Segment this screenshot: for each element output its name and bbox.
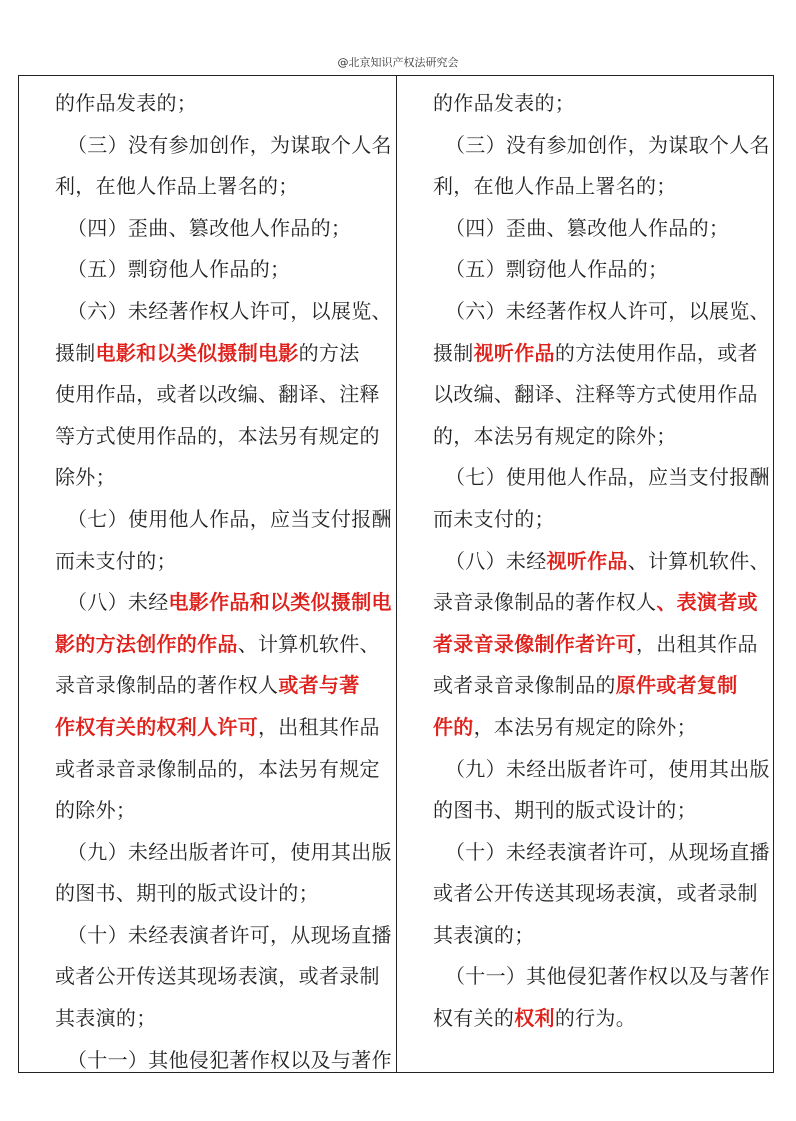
text-line bbox=[55, 998, 386, 1040]
text-segment: 录音录像制品的著作权人 bbox=[55, 673, 279, 698]
text-line bbox=[433, 83, 765, 125]
text-line bbox=[55, 832, 392, 874]
text-segment: 利，在他人作品上署名的； bbox=[55, 174, 299, 199]
comparison-table bbox=[18, 75, 774, 1073]
text-line bbox=[433, 707, 765, 749]
watermark-text: @北京知识产权法研究会 bbox=[337, 56, 459, 69]
highlighted-text: 作权有关的权利人许可 bbox=[55, 714, 258, 739]
highlighted-text: 权利 bbox=[514, 1006, 555, 1031]
text-line bbox=[433, 915, 765, 957]
highlighted-text: 视听作品 bbox=[473, 340, 555, 365]
text-line bbox=[55, 208, 386, 250]
text-segment: （七）使用他人作品，应当支付报酬 bbox=[67, 506, 392, 531]
text-segment: 的，本法另有规定的除外； bbox=[433, 423, 677, 448]
text-segment: 而未支付的； bbox=[433, 506, 555, 531]
text-line bbox=[433, 333, 765, 375]
text-segment: 或者公开传送其现场表演，或者录制 bbox=[433, 881, 758, 906]
text-segment: 或者公开传送其现场表演，或者录制 bbox=[55, 964, 380, 989]
text-segment: 的图书、期刊的版式设计的； bbox=[55, 881, 319, 906]
text-segment: 的图书、期刊的版式设计的； bbox=[433, 798, 697, 823]
text-segment: 或者录音录像制品的，本法另有规定 bbox=[55, 756, 380, 781]
text-line bbox=[433, 249, 765, 291]
text-line bbox=[55, 707, 386, 749]
text-segment: 其表演的； bbox=[55, 1006, 157, 1031]
text-line bbox=[433, 499, 765, 541]
highlighted-text: 影的方法创作的作品 bbox=[55, 631, 238, 656]
text-line bbox=[55, 665, 386, 707]
text-segment: 除外； bbox=[55, 465, 116, 490]
text-line bbox=[433, 665, 765, 707]
text-segment: （六）未经著作权人许可，以展览、 bbox=[67, 298, 392, 323]
text-line bbox=[433, 166, 765, 208]
highlighted-text: 视听作品 bbox=[546, 548, 628, 573]
text-line bbox=[55, 499, 392, 541]
text-segment: 的除外； bbox=[55, 798, 137, 823]
text-segment: 的方法使用作品，或者 bbox=[554, 340, 758, 365]
text-line bbox=[433, 582, 765, 624]
text-segment: 权有关的 bbox=[433, 1006, 515, 1031]
text-line bbox=[433, 998, 765, 1040]
text-segment: 、计算机软件、 bbox=[237, 631, 380, 656]
text-line bbox=[433, 832, 770, 874]
highlighted-text: 电影和以类似摄制电影 bbox=[95, 340, 299, 365]
text-segment: 、计算机软件、 bbox=[627, 548, 770, 573]
highlighted-text: 、表演者或 bbox=[656, 590, 758, 615]
new-text-lines bbox=[433, 83, 770, 1040]
text-line bbox=[55, 249, 386, 291]
highlighted-text: 电影作品和以类似摄制电 bbox=[168, 590, 392, 615]
text-line bbox=[55, 749, 386, 791]
text-segment: （十一）其他侵犯著作权以及与著作 bbox=[67, 1047, 392, 1072]
text-line bbox=[55, 125, 392, 167]
text-segment: （八）未经 bbox=[445, 548, 547, 573]
text-segment: 利，在他人作品上署名的； bbox=[433, 174, 677, 199]
text-line bbox=[433, 790, 765, 832]
text-segment: （六）未经著作权人许可，以展览、 bbox=[445, 298, 770, 323]
text-segment: 的行为。 bbox=[554, 1006, 637, 1031]
text-segment: （三）没有参加创作，为谋取个人名 bbox=[445, 132, 770, 157]
highlighted-text: 件的 bbox=[433, 714, 474, 739]
text-segment: 摄制 bbox=[433, 340, 474, 365]
highlighted-text: 原件或者复制 bbox=[615, 673, 738, 698]
text-segment: 使用作品，或者以改编、翻译、注释 bbox=[55, 382, 380, 407]
text-line bbox=[55, 873, 386, 915]
text-line bbox=[433, 873, 765, 915]
text-segment: （八）未经 bbox=[67, 590, 169, 615]
text-line bbox=[55, 956, 386, 998]
text-line bbox=[55, 416, 386, 458]
text-line bbox=[433, 541, 770, 583]
text-line bbox=[55, 457, 386, 499]
text-segment: ，本法另有规定的除外； bbox=[473, 714, 697, 739]
text-segment: （九）未经出版者许可，使用其出版 bbox=[67, 839, 392, 864]
text-segment: 其表演的； bbox=[433, 922, 535, 947]
text-segment: （七）使用他人作品，应当支付报酬 bbox=[445, 465, 770, 490]
text-segment: 录音录像制品的著作权人 bbox=[433, 590, 657, 615]
text-segment: （九）未经出版者许可，使用其出版 bbox=[445, 756, 770, 781]
highlighted-text: 或者与著 bbox=[278, 673, 360, 698]
text-line bbox=[433, 208, 765, 250]
text-line bbox=[55, 83, 386, 125]
highlighted-text: 者录音录像制作者许可 bbox=[433, 631, 636, 656]
text-line bbox=[433, 624, 765, 666]
text-line bbox=[55, 333, 386, 375]
old-text-lines bbox=[55, 83, 392, 1072]
text-segment: 而未支付的； bbox=[55, 548, 177, 573]
text-line bbox=[55, 915, 392, 957]
column-old-text bbox=[19, 76, 396, 1072]
text-segment: （四）歪曲、篡改他人作品的； bbox=[445, 215, 730, 240]
text-line bbox=[55, 166, 386, 208]
text-line bbox=[55, 624, 386, 666]
text-segment: （十）未经表演者许可，从现场直播 bbox=[67, 922, 392, 947]
text-segment: 以改编、翻译、注释等方式使用作品 bbox=[433, 382, 758, 407]
text-line bbox=[433, 416, 765, 458]
text-segment: （四）歪曲、篡改他人作品的； bbox=[67, 215, 352, 240]
text-segment: 的方法 bbox=[298, 340, 360, 365]
text-line bbox=[433, 749, 770, 791]
text-segment: （十一）其他侵犯著作权以及与著作 bbox=[445, 964, 770, 989]
text-segment: （五）剽窃他人作品的； bbox=[67, 257, 291, 282]
text-line bbox=[433, 374, 765, 416]
text-line bbox=[433, 956, 770, 998]
text-segment: 等方式使用作品的，本法另有规定的 bbox=[55, 423, 380, 448]
text-line bbox=[55, 541, 386, 583]
text-segment: 摄制 bbox=[55, 340, 96, 365]
text-segment: ，出租其作品 bbox=[636, 631, 758, 656]
text-line bbox=[55, 374, 386, 416]
text-line bbox=[55, 1040, 392, 1072]
text-line bbox=[55, 790, 386, 832]
text-segment: 的作品发表的； bbox=[55, 91, 198, 115]
text-line bbox=[55, 291, 392, 333]
text-line bbox=[433, 291, 770, 333]
text-line bbox=[55, 582, 392, 624]
text-segment: 或者录音录像制品的 bbox=[433, 673, 616, 698]
text-segment: （十）未经表演者许可，从现场直播 bbox=[445, 839, 770, 864]
column-new-text bbox=[396, 76, 773, 1072]
text-line bbox=[433, 457, 770, 499]
text-segment: ，出租其作品 bbox=[258, 714, 380, 739]
text-segment: （三）没有参加创作，为谋取个人名 bbox=[67, 132, 392, 157]
text-line bbox=[433, 125, 770, 167]
text-segment: 的作品发表的； bbox=[433, 91, 576, 115]
text-segment: （五）剽窃他人作品的； bbox=[445, 257, 669, 282]
